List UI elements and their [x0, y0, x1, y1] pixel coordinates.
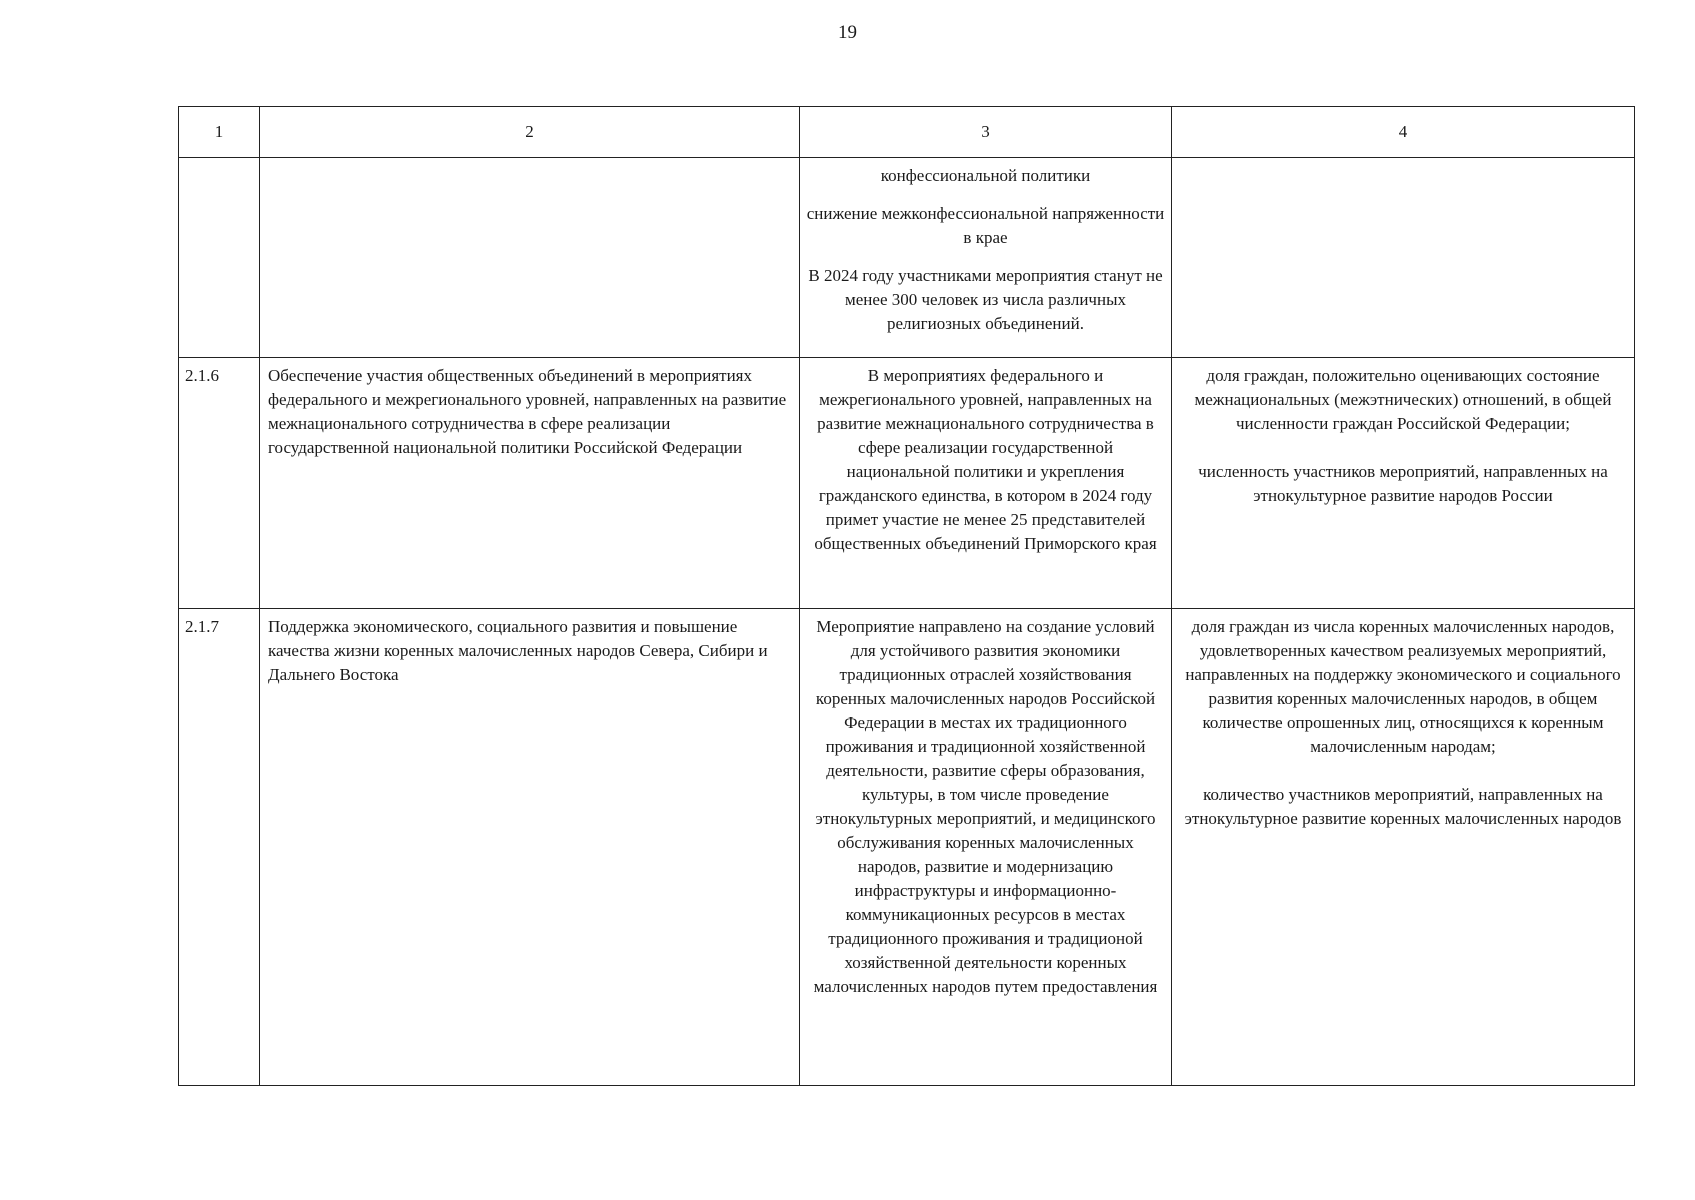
row-number-cell: 2.1.6	[179, 358, 260, 609]
page-number: 19	[838, 22, 857, 43]
expected-result-cell	[800, 158, 1172, 358]
indicator-cell	[1172, 609, 1635, 1086]
header-col-2: 2	[260, 107, 800, 158]
indicator-paragraph: доля граждан, положительно оценивающих состояние межнациональных (межэтнических) отношений, в общей численности граждан Российской Федерации;	[1194, 366, 1612, 433]
table-row	[179, 609, 1635, 1086]
indicator-cell	[1172, 158, 1635, 358]
header-col-3: 3	[800, 107, 1172, 158]
result-paragraph: Мероприятие направлено на создание условий для устойчивого развития экономики традиционных отраслей хозяйствования коренных малочисленных народов Российской Федерации в местах их традиционного проживания и традиционной хозяйственной деятельности, развитие сферы образования, культуры, в том числе проведение этнокультурных мероприятий, и медицинского обслуживания коренных малочисленных народов, развитие и модернизацию инфраструктуры и информационно-коммуникационных ресурсов в местах традиционного проживания и традиционой хозяйственной деятельности коренных малочисленных народов путем предоставления	[813, 617, 1158, 996]
measure-name-cell	[260, 158, 800, 358]
program-table	[178, 106, 1635, 1086]
indicator-cell	[1172, 358, 1635, 609]
header-col-4: 4	[1172, 107, 1635, 158]
indicator-paragraph: количество участников мероприятий, направленных на этнокультурное развитие коренных малочисленных народов	[1184, 785, 1622, 828]
header-col-1: 1	[179, 107, 260, 158]
table-row	[179, 358, 1635, 609]
result-paragraph: снижение межконфессиональной напряженности в крае	[806, 204, 1165, 247]
result-paragraph: конфессиональной политики	[880, 166, 1091, 185]
table-row	[179, 158, 1635, 358]
result-paragraph: В 2024 году участниками мероприятия станут не менее 300 человек из числа различных религиозных объединений.	[808, 266, 1163, 333]
indicator-paragraph: доля граждан из числа коренных малочисленных народов, удовлетворенных качеством реализуемых мероприятий, направленных на поддержку экономического и социального развития коренных малочисленных народов, в общем количестве опрошенных лиц, относящихся к коренным малочисленным народам;	[1185, 617, 1621, 756]
header-row	[179, 107, 1635, 158]
row-number-cell	[179, 158, 260, 358]
indicator-paragraph: численность участников мероприятий, направленных на этнокультурное развитие народов России	[1198, 462, 1608, 505]
expected-result-cell	[800, 609, 1172, 1086]
row-number-cell: 2.1.7	[179, 609, 260, 1086]
measure-name-cell: Поддержка экономического, социального развития и повышение качества жизни коренных малочисленных народов Севера, Сибири и Дальнего Востока	[260, 609, 800, 1086]
measure-name-cell: Обеспечение участия общественных объединений в мероприятиях федерального и межрегионального уровней, направленных на развитие межнационального сотрудничества в сфере реализации государственной национальной политики Российской Федерации	[260, 358, 800, 609]
result-paragraph: В мероприятиях федерального и межрегионального уровней, направленных на развитие межнационального сотрудничества в сфере реализации государственной национальной политики и укрепления гражданского единства, в котором в 2024 году примет участие не менее 25 представителей общественных объединений Приморского края	[814, 366, 1157, 553]
expected-result-cell	[800, 358, 1172, 609]
